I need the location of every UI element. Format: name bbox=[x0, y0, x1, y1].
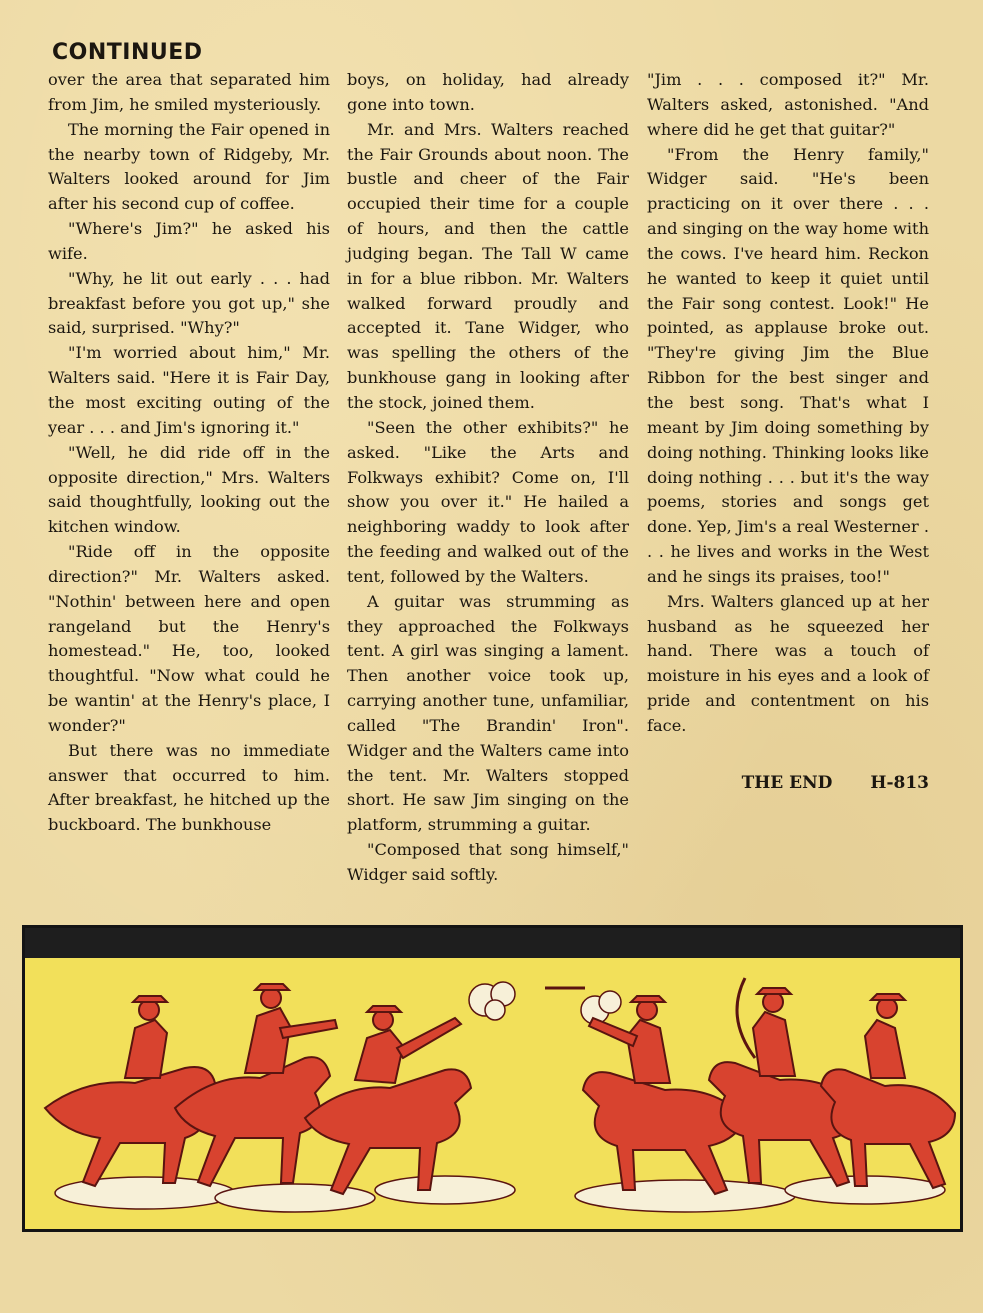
paragraph: Mrs. Walters glanced up at her husband as he squeezed her hand. There was a touch of moisture in his eyes and a look of pride and contentment on his face. bbox=[647, 591, 929, 735]
paragraph: "Jim . . . composed it?" Mr. Walters asked, astonished. "And where did he get that guitar?" bbox=[647, 70, 929, 139]
paragraph: A guitar was strumming as they approached the Folkways tent. A girl was singing a lament. Then another voice took up, carrying another tune, unfamiliar, called "The Brandin' Iron". Widger and the Walters came into the tent. Mr. Walters stopped short. He saw Jim singing on the platform, strumming a guitar. bbox=[347, 591, 629, 835]
text-column-1 bbox=[48, 68, 330, 838]
paragraph: Mr. and Mrs. Walters reached the Fair Grounds about noon. The bustle and cheer of the Fair occupied their time for a couple of hours, and then the cattle judging began. The Tall W came in for a blue ribbon. Mr. Walters walked forward proudly and accepted it. Tane Widger, who was spelling the others of the bunkhouse gang in looking after the stock, joined them. bbox=[347, 119, 629, 412]
paragraph: But there was no immediate answer that occurred to him. After breakfast, he hitched up the buckboard. The bunkhouse bbox=[48, 740, 330, 835]
text-column-2 bbox=[347, 68, 629, 888]
continued-heading: CONTINUED bbox=[52, 40, 203, 65]
paragraph: "Composed that song himself," Widger said softly. bbox=[347, 840, 629, 884]
gunfight-illustration bbox=[25, 958, 960, 1229]
paragraph: "Well, he did ride off in the opposite direction," Mrs. Walters said thoughtfully, looking out the kitchen window. bbox=[48, 442, 330, 537]
paragraph: "I'm worried about him," Mr. Walters said. "Here it is Fair Day, the most exciting outing of the year . . . and Jim's ignoring it." bbox=[48, 343, 330, 437]
paragraph: boys, on holiday, had already gone into town. bbox=[347, 70, 629, 114]
text-column-3 bbox=[647, 68, 929, 796]
paragraph: "Ride off in the opposite direction?" Mr. Walters asked. "Nothin' between here and open rangeland but the Henry's homestead." He, too, looked thoughtful. "Now what could he be wantin' at the Henry's place, I wonder?" bbox=[48, 542, 330, 735]
the-end-label: THE END bbox=[741, 772, 833, 793]
story-ending bbox=[647, 771, 929, 796]
paragraph: over the area that separated him from Jim, he smiled mysteriously. bbox=[48, 70, 330, 114]
bow-icon bbox=[737, 978, 755, 1058]
illustration-panel bbox=[22, 925, 963, 1232]
paragraph: "Seen the other exhibits?" he asked. "Like the Arts and Folkways exhibit? Come on, I'll show you over it." He hailed a neighboring waddy to look after the feeding and walked out of the tent, followed by the Walters. bbox=[347, 417, 629, 586]
panel-top-bar bbox=[25, 928, 960, 958]
left-riders bbox=[45, 984, 471, 1194]
paragraph: The morning the Fair opened in the nearby town of Ridgeby, Mr. Walters looked around for Jim after his second cup of coffee. bbox=[48, 119, 330, 214]
paragraph: "Why, he lit out early . . . had breakfast before you got up," she said, surprised. "Why?" bbox=[48, 268, 330, 338]
dust-clouds bbox=[55, 1176, 945, 1212]
story-code: H-813 bbox=[870, 772, 929, 793]
right-riders bbox=[583, 988, 955, 1194]
paragraph: "Where's Jim?" he asked his wife. bbox=[48, 219, 330, 263]
paragraph: "From the Henry family," Widger said. "He's been practicing on it over there . . . and singing on the way home with the cows. I've heard him. Reckon he wanted to keep it quiet until the Fair song contest. Look!" He pointed, as applause broke out. "They're giving Jim the Blue Ribbon for the best singer and the best song. That's what I meant by Jim doing something by doing nothing. Thinking looks like doing nothing . . . but it's the way poems, stories and songs get done. Yep, Jim's a real Westerner . . . he lives and works in the West and he sings its praises, too!" bbox=[647, 144, 929, 586]
